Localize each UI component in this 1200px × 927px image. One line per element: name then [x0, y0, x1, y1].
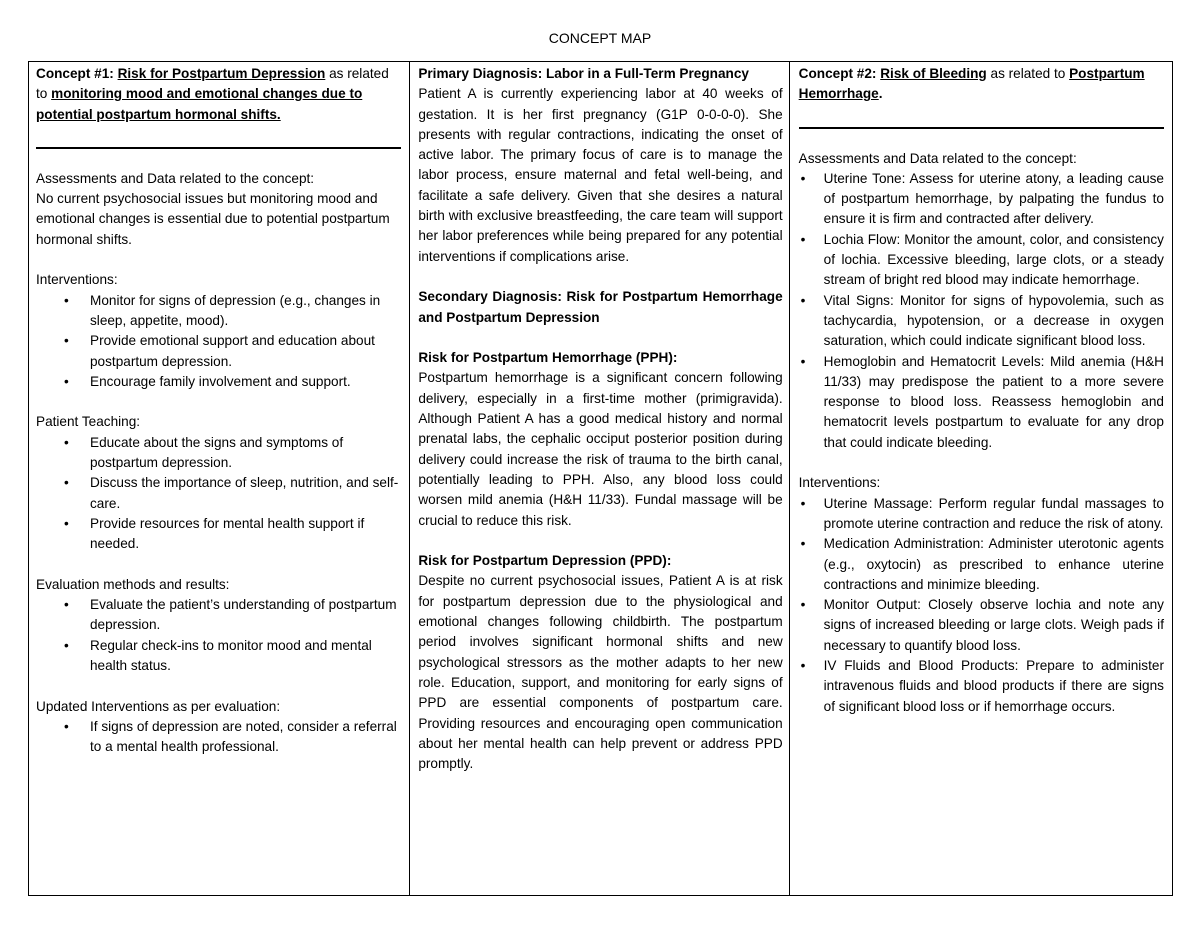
concept1-teaching-heading: Patient Teaching:	[36, 414, 141, 430]
list-item: • Monitor Output: Closely observe lochia and note any signs of increased bleeding or large clots. Weigh pads if necessary to quantify blood loss.	[799, 595, 1164, 656]
concept1-column	[29, 62, 410, 895]
concept1-teaching-list	[36, 433, 401, 555]
concept1-name: Risk for Postpartum Depression	[117, 66, 326, 81]
concept2-heading	[799, 64, 1164, 105]
concept2-end: .	[878, 86, 883, 102]
page-title: CONCEPT MAP	[548, 30, 652, 46]
concept1-updated-list	[36, 717, 401, 758]
pph-text: Postpartum hemorrhage is a significant concern following delivery, especially in a first-time mother (primigravida). Although Patient A has a good medical history and normal prenatal labs, the cephalic occiput posterior position during delivery could increase the risk of trauma to the birth canal, potentially leading to PPH. Also, any blood loss could worsen mild anemia (H&H 11/33). Fundal massage will be crucial to reduce this risk.	[418, 370, 783, 528]
pph-heading: Risk for Postpartum Hemorrhage (PPH):	[418, 350, 678, 366]
concept2-interventions-list	[799, 494, 1164, 717]
list-item: • Discuss the importance of sleep, nutrition, and self-care.	[36, 473, 401, 514]
list-item: • Vital Signs: Monitor for signs of hypovolemia, such as tachycardia, hypotension, or a decrease in oxygen saturation, which could indicate significant blood loss.	[799, 291, 1164, 352]
list-item: • Uterine Massage: Perform regular fundal massages to promote uterine contraction and reduce the risk of atony.	[799, 494, 1164, 535]
concept2-mid: as related to	[986, 66, 1070, 81]
concept1-interventions-heading: Interventions:	[36, 272, 118, 288]
secondary-diagnosis-heading: Secondary Diagnosis: Risk for Postpartum Hemorrhage and Postpartum Depression	[418, 289, 783, 325]
concept2-assessments-heading: Assessments and Data related to the concept:	[798, 150, 1077, 166]
concept1-heading	[36, 64, 401, 125]
concept2-prefix: Concept #2:	[798, 66, 881, 81]
list-item: • Hemoglobin and Hematocrit Levels: Mild anemia (H&H 11/33) may predispose the patient to a more severe response to blood loss. Reassess hemoglobin and hematocrit levels postpartum to evaluate for any drop that could indicate bleeding.	[799, 352, 1164, 453]
concept-map-table	[28, 61, 1173, 896]
concept2-assessments-list	[799, 169, 1164, 453]
list-item: • Uterine Tone: Assess for uterine atony, a leading cause of postpartum hemorrhage, by palpating the fundus to ensure it is firm and contracted after delivery.	[799, 169, 1164, 230]
primary-diagnosis-heading: Primary Diagnosis: Labor in a Full-Term Pregnancy	[418, 66, 749, 81]
concept2-interventions-heading: Interventions:	[798, 475, 881, 491]
list-item: • Provide emotional support and education about postpartum depression.	[36, 331, 401, 372]
primary-diagnosis-text: Patient A is currently experiencing labor at 40 weeks of gestation. It is her first pregnancy (G1P 0-0-0-0). She presents with regular contractions, indicating the onset of active labor. The primary focus of care is to manage the labor process, ensure maternal and fetal well-being, and facilitate a safe delivery. Given that she desires a natural birth with exclusive breastfeeding, the care team will support her labor preferences while being prepared for any potential interventions if complications arise.	[418, 86, 783, 264]
concept1-evaluation-list	[36, 595, 401, 676]
concept2-related: Postpartum Hemorrhage	[798, 66, 1145, 102]
list-item: • Provide resources for mental health support if needed.	[36, 514, 401, 555]
concept1-assessments-text: No current psychosocial issues but monitoring mood and emotional changes is essential due to potential postpartum hormonal shifts.	[36, 191, 390, 247]
list-item: • Monitor for signs of depression (e.g., changes in sleep, appetite, mood).	[36, 291, 401, 332]
list-item: • Encourage family involvement and support.	[36, 372, 401, 392]
concept1-updated-heading: Updated Interventions as per evaluation:	[36, 698, 281, 714]
list-item: • Evaluate the patient’s understanding of postpartum depression.	[36, 595, 401, 636]
concept2-column	[790, 62, 1172, 895]
list-item: • IV Fluids and Blood Products: Prepare to administer intravenous fluids and blood products if there are signs of significant blood loss or if hemorrhage occurs.	[799, 656, 1164, 717]
diagnosis-column	[410, 62, 789, 895]
concept1-mid: as related to	[36, 66, 389, 102]
list-item: • Lochia Flow: Monitor the amount, color, and consistency of lochia. Excessive bleeding, large clots, or a steady stream of bright red blood may indicate hemorrhage.	[799, 230, 1164, 291]
concept1-prefix: Concept #1:	[36, 66, 118, 81]
list-item: • Regular check-ins to monitor mood and mental health status.	[36, 636, 401, 677]
concept2-name: Risk of Bleeding	[880, 66, 987, 81]
concept1-evaluation-heading: Evaluation methods and results:	[36, 576, 230, 592]
concept1-related: monitoring mood and emotional changes due to potential postpartum hormonal shifts.	[36, 86, 363, 122]
concept1-interventions-list	[36, 291, 401, 392]
ppd-heading: Risk for Postpartum Depression (PPD):	[418, 553, 672, 569]
concept1-assessments-heading: Assessments and Data related to the concept:	[36, 170, 315, 186]
list-item: • Medication Administration: Administer uterotonic agents (e.g., oxytocin) as prescribed to enhance uterine contractions and minimize bleeding.	[799, 534, 1164, 595]
ppd-text: Despite no current psychosocial issues, Patient A is at risk for postpartum depression due to the physiological and emotional changes following childbirth. The postpartum period involves significant hormonal shifts and new psychological stressors as the mother adapts to her new role. Education, support, and monitoring for early signs of PPD are essential components of postpartum care. Providing resources and encouraging open communication about her mental health can help prevent or address PPD promptly.	[418, 573, 783, 772]
list-item: • If signs of depression are noted, consider a referral to a mental health professional.	[36, 717, 401, 758]
list-item: • Educate about the signs and symptoms of postpartum depression.	[36, 433, 401, 474]
